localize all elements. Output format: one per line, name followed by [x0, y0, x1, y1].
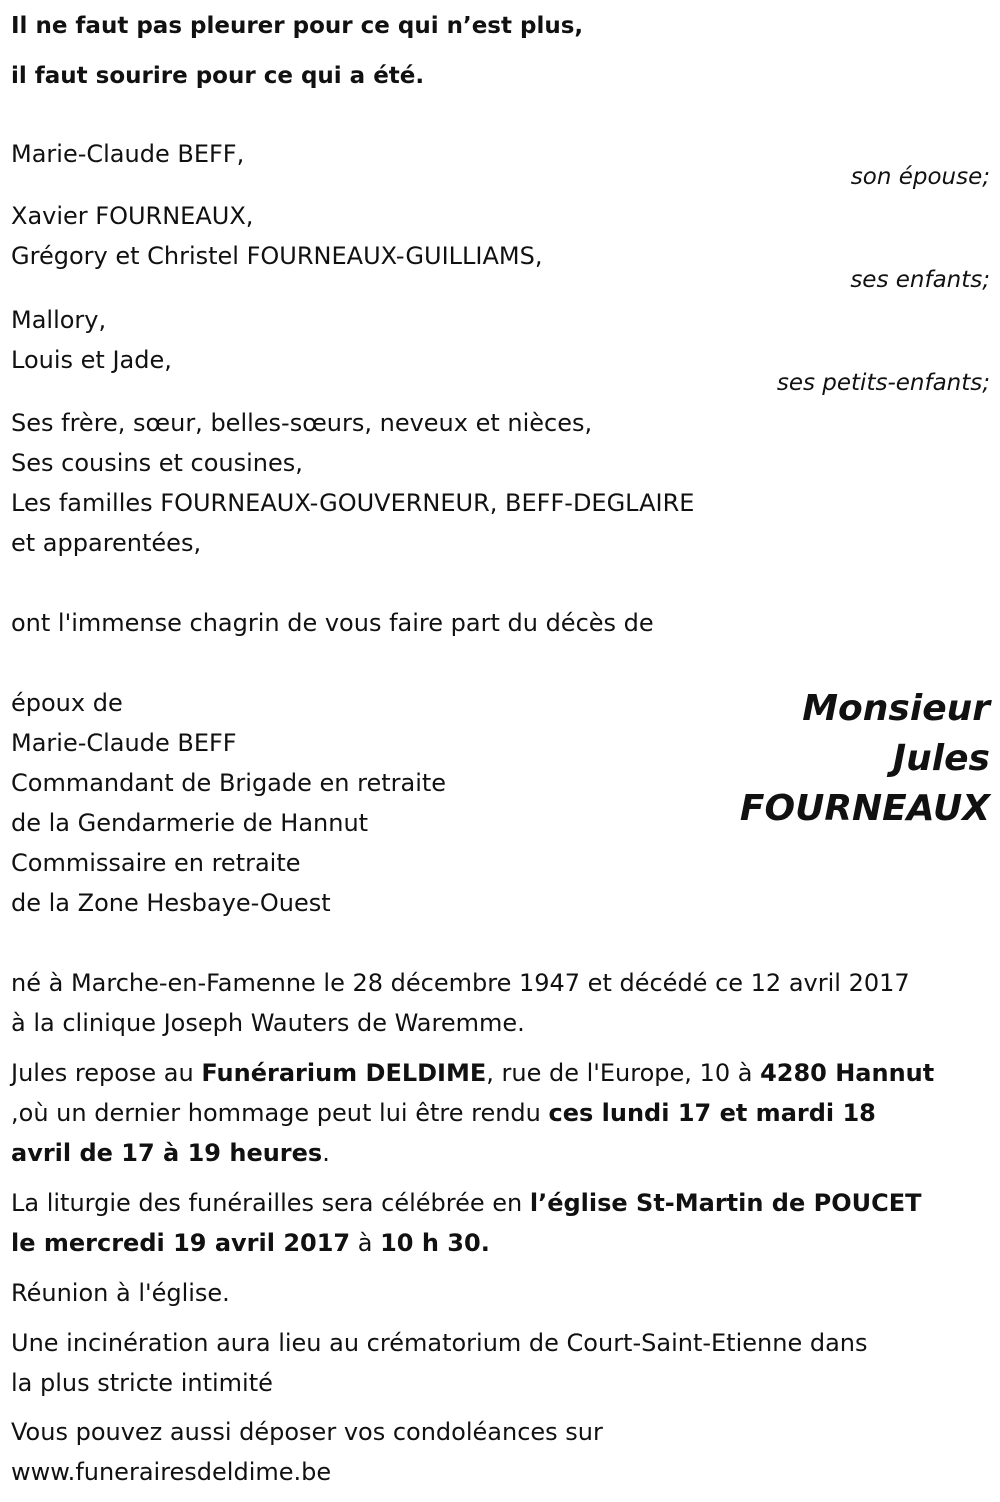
- relatives-line-4: et apparentées,: [11, 529, 202, 557]
- condolences-url[interactable]: www.funerairesdeldime.be: [11, 1458, 332, 1486]
- deceased-name: [740, 684, 990, 834]
- detail-line-6: de la Zone Hesbaye-Ouest: [11, 889, 331, 917]
- deceased-last-name: FOURNEAUX: [739, 788, 990, 829]
- liturgy-date: le mercredi 19 avril 2017: [11, 1229, 351, 1257]
- condolences-line: Vous pouvez aussi déposer vos condoléances sur: [11, 1418, 603, 1446]
- funeral-home: Funérarium DELDIME: [201, 1059, 487, 1087]
- epigraph-line-2: il faut sourire pour ce qui a été.: [11, 63, 425, 89]
- liturgy-line-2: le mercredi 19 avril 2017 à 10 h 30.: [11, 1229, 490, 1257]
- child-name-2: Grégory et Christel FOURNEAUX-GUILLIAMS,: [11, 242, 543, 270]
- meeting-note: Réunion à l'église.: [11, 1279, 230, 1307]
- spouse-name: Marie-Claude BEFF,: [11, 140, 245, 168]
- grandchild-name-1: Mallory,: [11, 306, 107, 334]
- grandchild-name-2: Louis et Jade,: [11, 346, 172, 374]
- birth-death-line-1: né à Marche-en-Famenne le 28 décembre 1947 et décédé ce 12 avril 2017: [11, 969, 910, 997]
- child-name-1: Xavier FOURNEAUX,: [11, 202, 254, 230]
- detail-line-1: époux de: [11, 689, 123, 717]
- church-name: l’église St-Martin de POUCET: [529, 1189, 922, 1217]
- liturgy-time: 10 h 30.: [380, 1229, 490, 1257]
- detail-line-2: Marie-Claude BEFF: [11, 729, 237, 757]
- visitation-line-1: Jules repose au Funérarium DELDIME, rue de l'Europe, 10 à 4280 Hannut: [11, 1059, 935, 1087]
- relatives-line-3: Les familles FOURNEAUX-GOUVERNEUR, BEFF-DEGLAIRE: [11, 489, 695, 517]
- relatives-line-2: Ses cousins et cousines,: [11, 449, 303, 477]
- visitation-line-3: avril de 17 à 19 heures.: [11, 1139, 330, 1167]
- visitation-line-2: ,où un dernier hommage peut lui être rendu ces lundi 17 et mardi 18: [11, 1099, 876, 1127]
- detail-line-5: Commissaire en retraite: [11, 849, 301, 877]
- epigraph-line-1: Il ne faut pas pleurer pour ce qui n’est plus,: [11, 13, 584, 39]
- spouse-role: son épouse;: [850, 164, 990, 190]
- liturgy-line-1: La liturgie des funérailles sera célébrée en l’église St-Martin de POUCET: [11, 1189, 922, 1217]
- grandchildren-role: ses petits-enfants;: [776, 370, 990, 396]
- detail-line-4: de la Gendarmerie de Hannut: [11, 809, 369, 837]
- visitation-hours: avril de 17 à 19 heures: [11, 1139, 323, 1167]
- deceased-first-name: Jules: [892, 738, 990, 779]
- birth-death-line-2: à la clinique Joseph Wauters de Waremme.: [11, 1009, 525, 1037]
- visitation-days: ces lundi 17 et mardi 18: [548, 1099, 876, 1127]
- children-role: ses enfants;: [850, 267, 990, 293]
- cremation-line-1: Une incinération aura lieu au crématorium de Court-Saint-Etienne dans: [11, 1329, 868, 1357]
- announcement: ont l'immense chagrin de vous faire part du décès de: [11, 609, 654, 637]
- cremation-line-2: la plus stricte intimité: [11, 1369, 273, 1397]
- relatives-line-1: Ses frère, sœur, belles-sœurs, neveux et nièces,: [11, 409, 593, 437]
- detail-line-3: Commandant de Brigade en retraite: [11, 769, 447, 797]
- deceased-title: Monsieur: [802, 688, 990, 729]
- funeral-home-city: 4280 Hannut: [760, 1059, 935, 1087]
